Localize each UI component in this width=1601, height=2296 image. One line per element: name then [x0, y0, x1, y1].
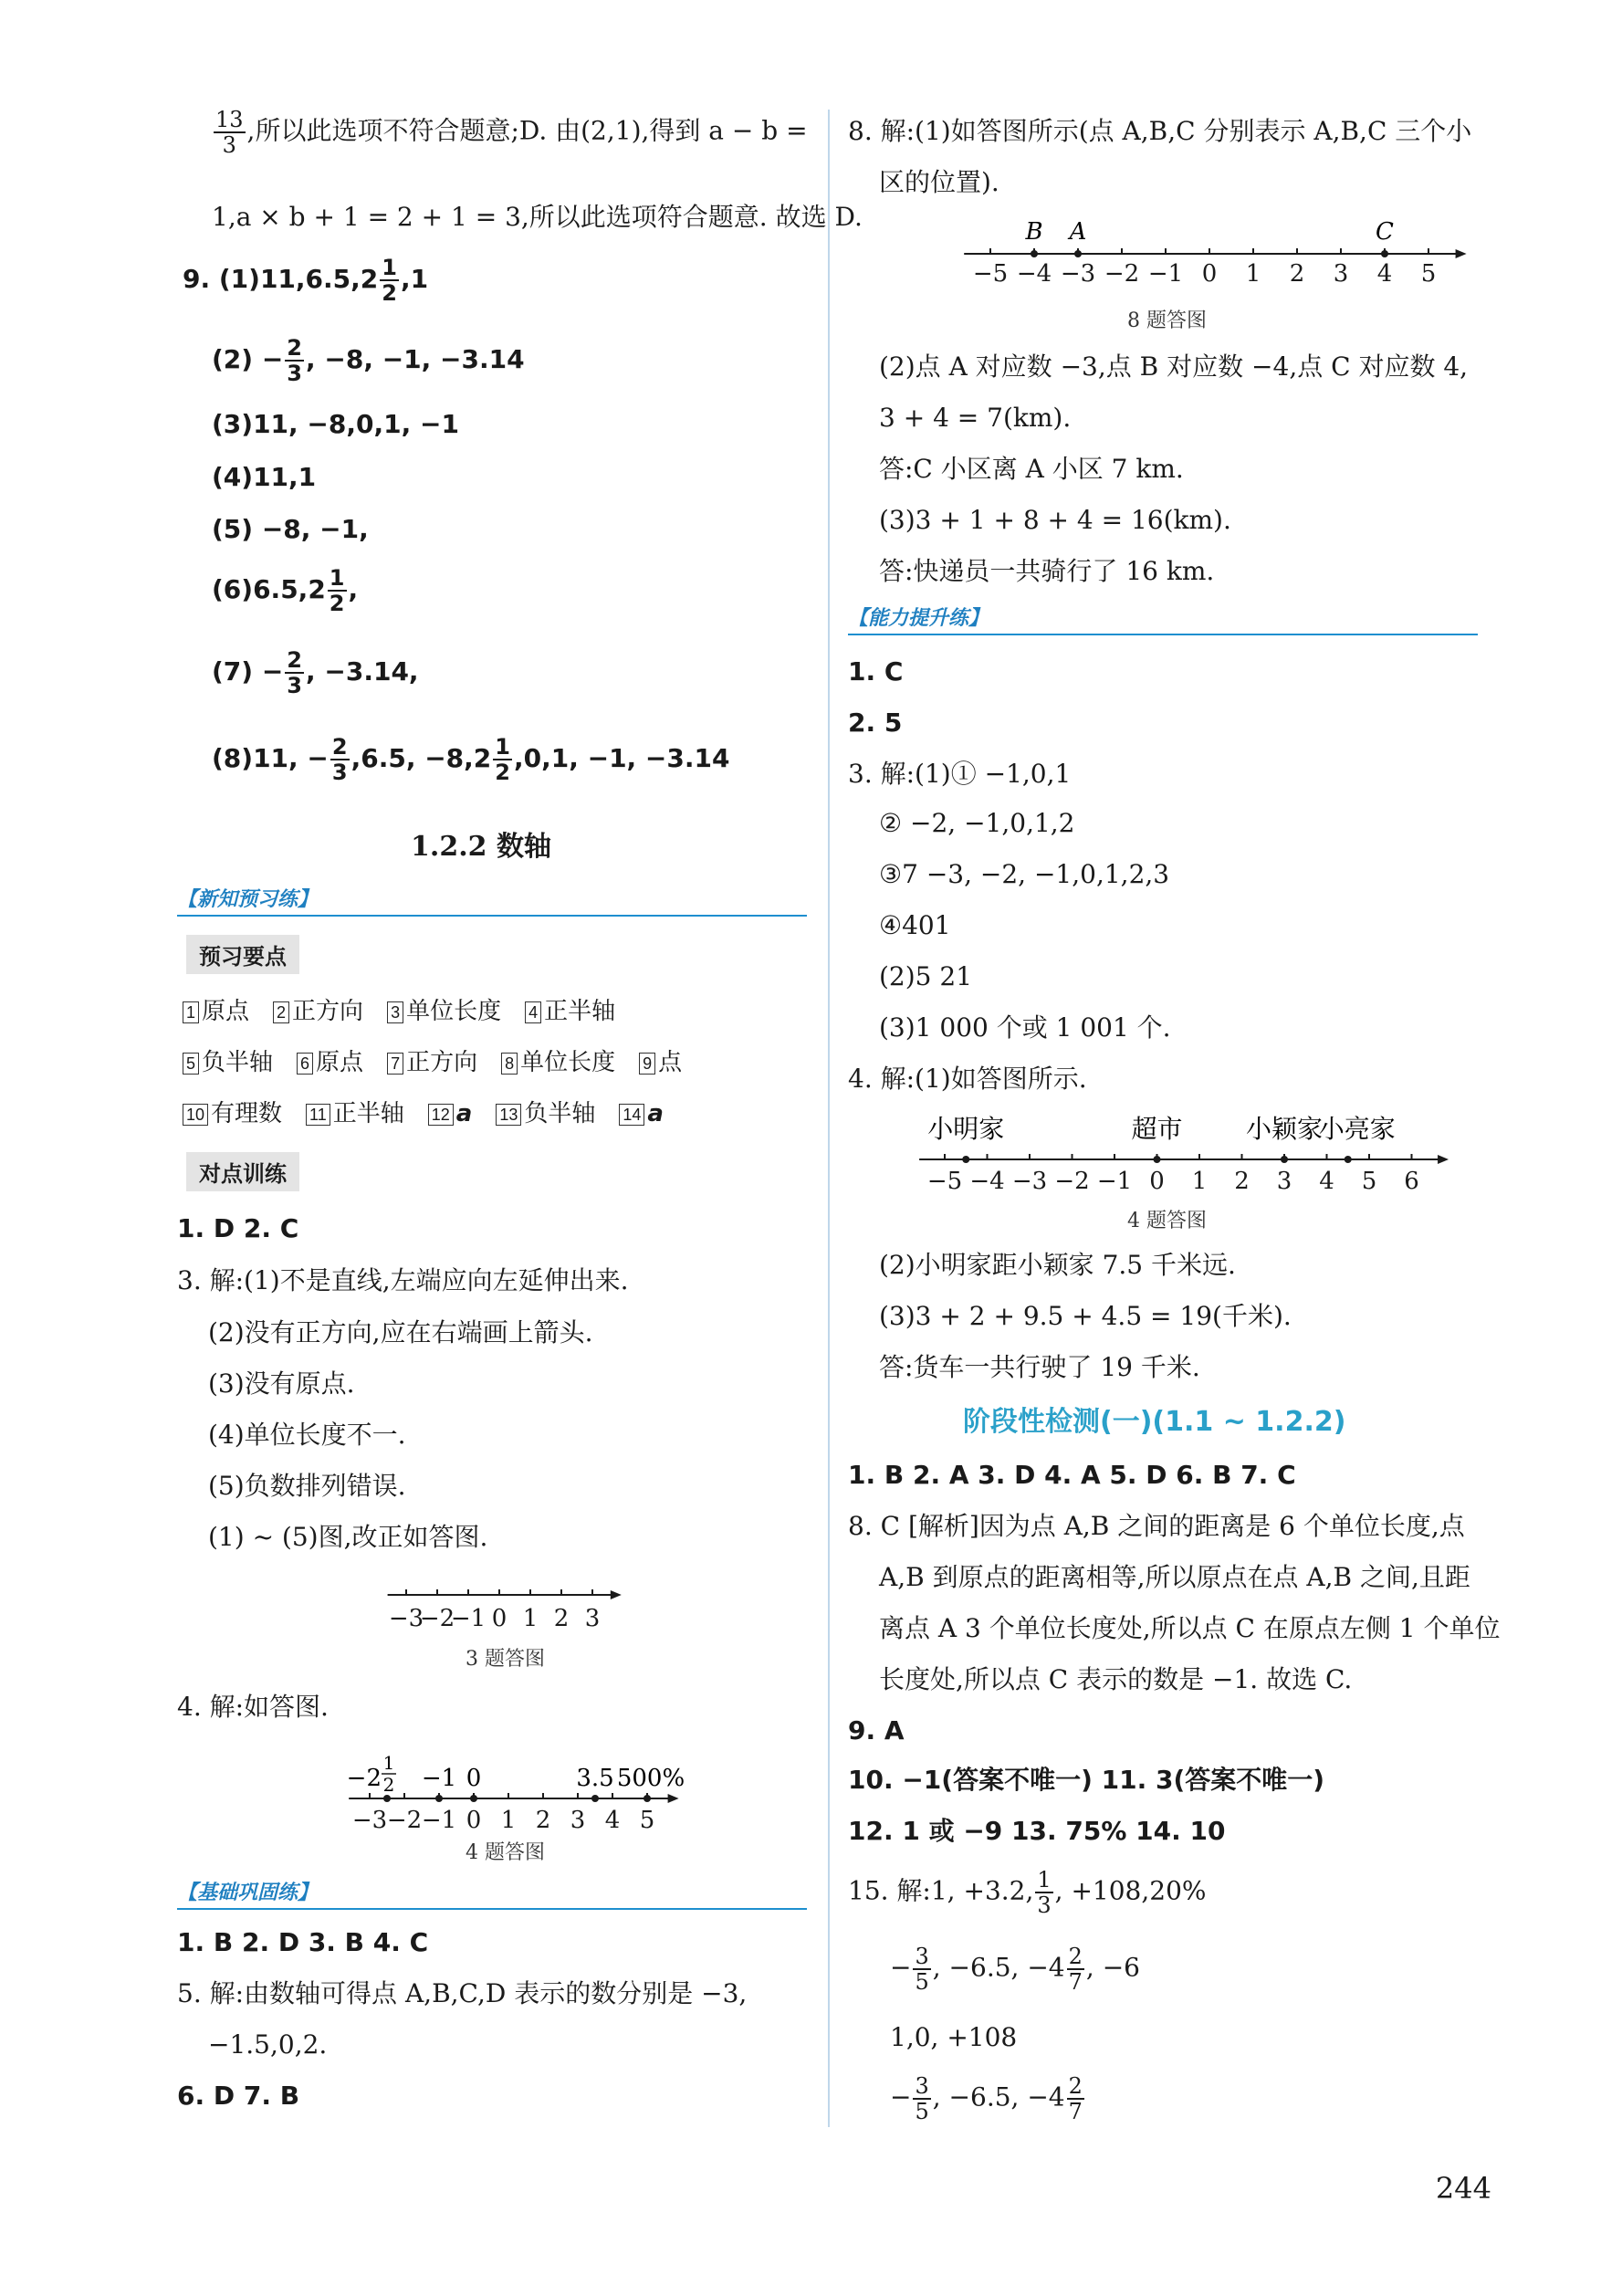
- r8-5: 答:C 小区离 A 小区 7 km.: [879, 454, 1184, 484]
- tag-nengli: 【能力提升练】: [848, 607, 989, 630]
- preview-point: [639, 1049, 682, 1076]
- number-box: 5: [183, 1053, 199, 1075]
- tick-label: −3: [388, 1605, 424, 1632]
- point-dot: [1381, 250, 1388, 257]
- tick-label: −2: [1104, 260, 1140, 288]
- tick-label: 1: [500, 1807, 517, 1834]
- point-dot: [644, 1795, 651, 1802]
- preview-point-text: 正半轴: [544, 998, 616, 1025]
- tick-label: 4: [1319, 1168, 1334, 1195]
- dd-3: 3. 解:(1)不是直线,左端应向左延伸出来.: [177, 1265, 629, 1295]
- number-line-fig8: [926, 212, 1437, 288]
- preview-point: [306, 1100, 404, 1127]
- number-box: 9: [639, 1053, 655, 1075]
- tick-label: −4: [1016, 260, 1052, 288]
- tick-label: −2: [386, 1807, 423, 1834]
- st-15: 15. 解:1, +3.2, $\frac{1}{3}$ , +108,20%: [848, 1867, 1207, 1918]
- fig4r-caption: 4 题答图: [1127, 1210, 1207, 1232]
- nl-4-4: 答:货车一共行驶了 19 千米.: [879, 1352, 1200, 1382]
- dd-3-2: (2)没有正方向,应在右端画上箭头.: [208, 1317, 593, 1347]
- dd-3-4: (4)单位长度不一.: [208, 1420, 406, 1450]
- place-label: 小颖家: [1245, 1114, 1324, 1144]
- preview-point-text: 原点: [202, 998, 250, 1025]
- axis-arrow-icon: [1438, 1155, 1449, 1164]
- axis-arrow-icon: [668, 1794, 679, 1803]
- point-dot: [962, 1156, 969, 1163]
- number-box: 2: [273, 1001, 289, 1023]
- preview-point-text: 点: [658, 1049, 683, 1076]
- q9-2: (2) − $\frac{2}{3}$ , −8, −1, −3.14: [212, 335, 525, 386]
- preview-point: [501, 1049, 615, 1076]
- tick-label: −1: [421, 1807, 457, 1834]
- tick-label: −2: [419, 1605, 455, 1632]
- dd-4: 4. 解:如答图.: [177, 1692, 329, 1722]
- preview-point: [183, 1049, 273, 1076]
- number-line-fig4r: [899, 1105, 1428, 1196]
- tick-label: −3: [1060, 260, 1096, 288]
- q9-6: (6)6.5,2 $\frac{1}{2}$ ,: [212, 565, 359, 616]
- point-dot: [383, 1795, 391, 1802]
- st-9: 9. A: [848, 1715, 905, 1746]
- jc-1: 1. B 2. D 3. B 4. C: [177, 1927, 429, 1957]
- q9-8: (8)11, − $\frac{2}{3}$ ,6.5, −8,2 $\frac{1}{2}$ ,0,1, −1, −3.14: [212, 734, 730, 785]
- tick-label: 1: [1191, 1168, 1208, 1195]
- jc-5-2: −1.5,0,2.: [208, 2029, 328, 2060]
- dd-1: 1. D 2. C: [177, 1213, 299, 1243]
- point-label: C: [1376, 218, 1394, 246]
- tick-label: 2: [553, 1605, 570, 1632]
- page-number: 244: [1435, 2171, 1491, 2206]
- nl-2: 2. 5: [848, 708, 903, 738]
- tick-label: 0: [1149, 1168, 1165, 1195]
- preview-point-text: a: [647, 1100, 664, 1127]
- point-dot: [435, 1795, 443, 1802]
- axis-arrow-icon: [1456, 249, 1467, 258]
- number-box: 8: [501, 1053, 518, 1075]
- tick-label: 4: [1376, 260, 1393, 288]
- dd-3-6: (1) ~ (5)图,改正如答图.: [208, 1522, 488, 1552]
- tick-label: −1: [1096, 1168, 1133, 1195]
- fraction-den: 2: [382, 1774, 395, 1796]
- tag-jichu: 【基础巩固练】: [177, 1882, 319, 1904]
- st-15-4: − $\frac{3}{5}$ , −6.5, −4 $\frac{2}{7}$: [890, 2073, 1083, 2124]
- number-box: 1: [183, 1001, 199, 1023]
- q9-3: (3)11, −8,0,1, −1: [212, 409, 459, 439]
- preview-point: [273, 998, 363, 1025]
- r8-2: 区的位置).: [879, 167, 999, 197]
- section-rule: [848, 634, 1478, 635]
- point-dot: [470, 1795, 477, 1802]
- preview-point: [387, 998, 501, 1025]
- preview-point: [387, 1049, 477, 1076]
- point-label: B: [1025, 218, 1043, 246]
- preview-point: [183, 998, 249, 1025]
- point-label: −2: [346, 1765, 382, 1792]
- q9-5: (5) −8, −1,: [212, 514, 369, 544]
- preview-point: [183, 1100, 282, 1127]
- fig8-caption: 8 题答图: [1127, 309, 1207, 332]
- preview-point-text: 单位长度: [520, 1049, 616, 1076]
- nl-3-6: (3)1 000 个或 1 001 个.: [879, 1012, 1171, 1043]
- section-rule: [177, 1908, 807, 1910]
- point-label: 500%: [616, 1765, 685, 1792]
- r8-4: 3 + 4 = 7(km).: [879, 403, 1072, 433]
- tick-label: −1: [1147, 260, 1184, 288]
- st-15-3: 1,0, +108: [890, 2022, 1018, 2052]
- tick-label: 5: [1420, 260, 1437, 288]
- tick-label: 5: [1361, 1168, 1377, 1195]
- nl-4-3: (3)3 + 2 + 9.5 + 4.5 = 19(千米).: [879, 1301, 1292, 1331]
- tick-label: −3: [1011, 1168, 1048, 1195]
- stage-title: 阶段性检测(一)(1.1 ~ 1.2.2): [963, 1406, 1346, 1438]
- point-label: 3.5: [576, 1765, 614, 1792]
- r8-6: (3)3 + 1 + 8 + 4 = 16(km).: [879, 505, 1231, 535]
- number-box: 14: [619, 1104, 644, 1126]
- place-label: 超市: [1131, 1114, 1183, 1144]
- preview-point: [297, 1049, 363, 1076]
- preview-point: [428, 1100, 473, 1127]
- nl-3-2: ② −2, −1,0,1,2: [879, 808, 1075, 838]
- fraction-num: 1: [382, 1752, 395, 1774]
- nl-3-3: ③7 −3, −2, −1,0,1,2,3: [879, 859, 1170, 889]
- point-label: A: [1069, 218, 1087, 246]
- fig4-caption: 4 题答图: [466, 1841, 545, 1864]
- st-15-2: − $\frac{3}{5}$ , −6.5, −4 $\frac{2}{7}$ , −6: [890, 1944, 1140, 1995]
- place-label: 小明家: [927, 1114, 1005, 1144]
- point-dot: [591, 1795, 599, 1802]
- section-title: 1.2.2 数轴: [411, 831, 551, 863]
- tick-label: −3: [351, 1807, 388, 1834]
- tick-label: −2: [1054, 1168, 1090, 1195]
- dd-3-5: (5)负数排列错误.: [208, 1471, 406, 1501]
- tick-label: 4: [604, 1807, 621, 1834]
- tick-label: 1: [1245, 260, 1261, 288]
- preview-point-text: 单位长度: [406, 998, 502, 1025]
- tick-label: 0: [491, 1605, 508, 1632]
- tick-label: 1: [522, 1605, 539, 1632]
- number-line-fig3: [379, 1575, 616, 1639]
- st-8-2: A,B 到原点的距离相等,所以原点在点 A,B 之间,且距: [879, 1562, 1470, 1592]
- q9-1: 9. (1)11,6.5,2 $\frac{1}{2}$ ,1: [183, 255, 429, 306]
- r8: 8. 解:(1)如答图所示(点 A,B,C 分别表示 A,B,C 三个小: [848, 116, 1472, 146]
- preview-point-text: 负半轴: [524, 1100, 596, 1127]
- st-8-3: 离点 A 3 个单位长度处,所以点 C 在原点左侧 1 个单位: [879, 1613, 1501, 1643]
- number-line-fig4: [342, 1735, 685, 1835]
- point-dot: [1031, 250, 1038, 257]
- section-rule: [177, 915, 807, 917]
- jc-6: 6. D 7. B: [177, 2081, 300, 2111]
- nl-4: 4. 解:(1)如答图所示.: [848, 1064, 1087, 1094]
- tick-label: 2: [535, 1807, 551, 1834]
- tick-label: 2: [1234, 1168, 1250, 1195]
- preview-point: [619, 1100, 664, 1127]
- st-1: 1. B 2. A 3. D 4. A 5. D 6. B 7. C: [848, 1460, 1296, 1490]
- tick-label: 0: [466, 1807, 482, 1834]
- yuxi-row-3: [183, 1096, 687, 1132]
- q9-4: (4)11,1: [212, 462, 317, 492]
- number-box: 4: [525, 1001, 541, 1023]
- number-box: 11: [306, 1104, 330, 1126]
- fraction: $\frac{13}{3}$: [215, 107, 244, 158]
- st-8-4: 长度处,所以点 C 表示的数是 −1. 故选 C.: [879, 1664, 1353, 1694]
- yuxi-row-2: [183, 1044, 706, 1081]
- point-label: 0: [466, 1765, 482, 1792]
- number-box: 13: [496, 1104, 521, 1126]
- tick-label: 3: [1276, 1168, 1292, 1195]
- number-box: 7: [387, 1053, 403, 1075]
- yuxi-row-1: [183, 993, 639, 1030]
- point-dot: [1281, 1156, 1288, 1163]
- tick-label: 0: [1201, 260, 1218, 288]
- preview-point: [525, 998, 615, 1025]
- jc-5: 5. 解:由数轴可得点 A,B,C,D 表示的数分别是 −3,: [177, 1978, 748, 2008]
- st-12: 12. 1 或 −9 13. 75% 14. 10: [848, 1816, 1226, 1846]
- cont-line-2: 1,a × b + 1 = 2 + 1 = 3,所以此选项符合题意. 故选 D.: [212, 202, 863, 232]
- preview-point-text: 原点: [316, 1049, 364, 1076]
- r8-3: (2)点 A 对应数 −3,点 B 对应数 −4,点 C 对应数 4,: [879, 351, 1469, 382]
- tick-label: −5: [926, 1168, 963, 1195]
- tick-label: 3: [584, 1605, 601, 1632]
- preview-point-text: a: [455, 1100, 473, 1127]
- st-8: 8. C [解析]因为点 A,B 之间的距离是 6 个单位长度,点: [848, 1511, 1465, 1541]
- nl-1: 1. C: [848, 656, 904, 687]
- number-box: 6: [297, 1053, 313, 1075]
- preview-point: [496, 1100, 595, 1127]
- preview-point-text: 正半轴: [332, 1100, 404, 1127]
- column-divider: [828, 110, 830, 2127]
- place-label: 小亮家: [1318, 1114, 1396, 1144]
- tick-label: 3: [570, 1807, 586, 1834]
- axis-arrow-icon: [611, 1590, 622, 1599]
- point-dot: [1074, 250, 1082, 257]
- box-yuxi: 预习要点: [186, 935, 299, 974]
- st-10: 10. −1(答案不唯一) 11. 3(答案不唯一): [848, 1765, 1325, 1795]
- number-box: 3: [387, 1001, 403, 1023]
- tick-label: 5: [639, 1807, 655, 1834]
- point-label: −1: [421, 1765, 457, 1792]
- tick-label: 6: [1404, 1168, 1419, 1195]
- tag-xinzhi: 【新知预习练】: [177, 888, 319, 911]
- tick-label: −4: [969, 1168, 1005, 1195]
- preview-point-text: 负半轴: [202, 1049, 274, 1076]
- tick-label: 2: [1289, 260, 1305, 288]
- dd-3-3: (3)没有原点.: [208, 1368, 355, 1399]
- tick-label: −5: [972, 260, 1009, 288]
- preview-point-text: 有理数: [211, 1100, 283, 1127]
- nl-3: 3. 解:(1)① −1,0,1: [848, 759, 1072, 789]
- fig3-caption: 3 题答图: [466, 1648, 545, 1671]
- number-box: 12: [428, 1104, 454, 1126]
- tick-label: 3: [1333, 260, 1349, 288]
- number-box: 10: [183, 1104, 208, 1126]
- point-dot: [1345, 1156, 1352, 1163]
- nl-4-2: (2)小明家距小颖家 7.5 千米远.: [879, 1250, 1236, 1280]
- preview-point-text: 正方向: [292, 998, 364, 1025]
- point-dot: [1154, 1156, 1161, 1163]
- q9-7: (7) − $\frac{2}{3}$ , −3.14,: [212, 647, 419, 698]
- nl-3-5: (2)5 21: [879, 961, 973, 991]
- nl-3-4: ④401: [879, 910, 951, 940]
- cont-line-1: $\frac{13}{3}$ ,所以此选项不符合题意;D. 由(2,1),得到 a − b =: [215, 107, 808, 158]
- r8-7: 答:快递员一共骑行了 16 km.: [879, 556, 1215, 586]
- tick-label: −1: [450, 1605, 487, 1632]
- preview-point-text: 正方向: [406, 1049, 478, 1076]
- box-duidian: 对点训练: [186, 1152, 299, 1191]
